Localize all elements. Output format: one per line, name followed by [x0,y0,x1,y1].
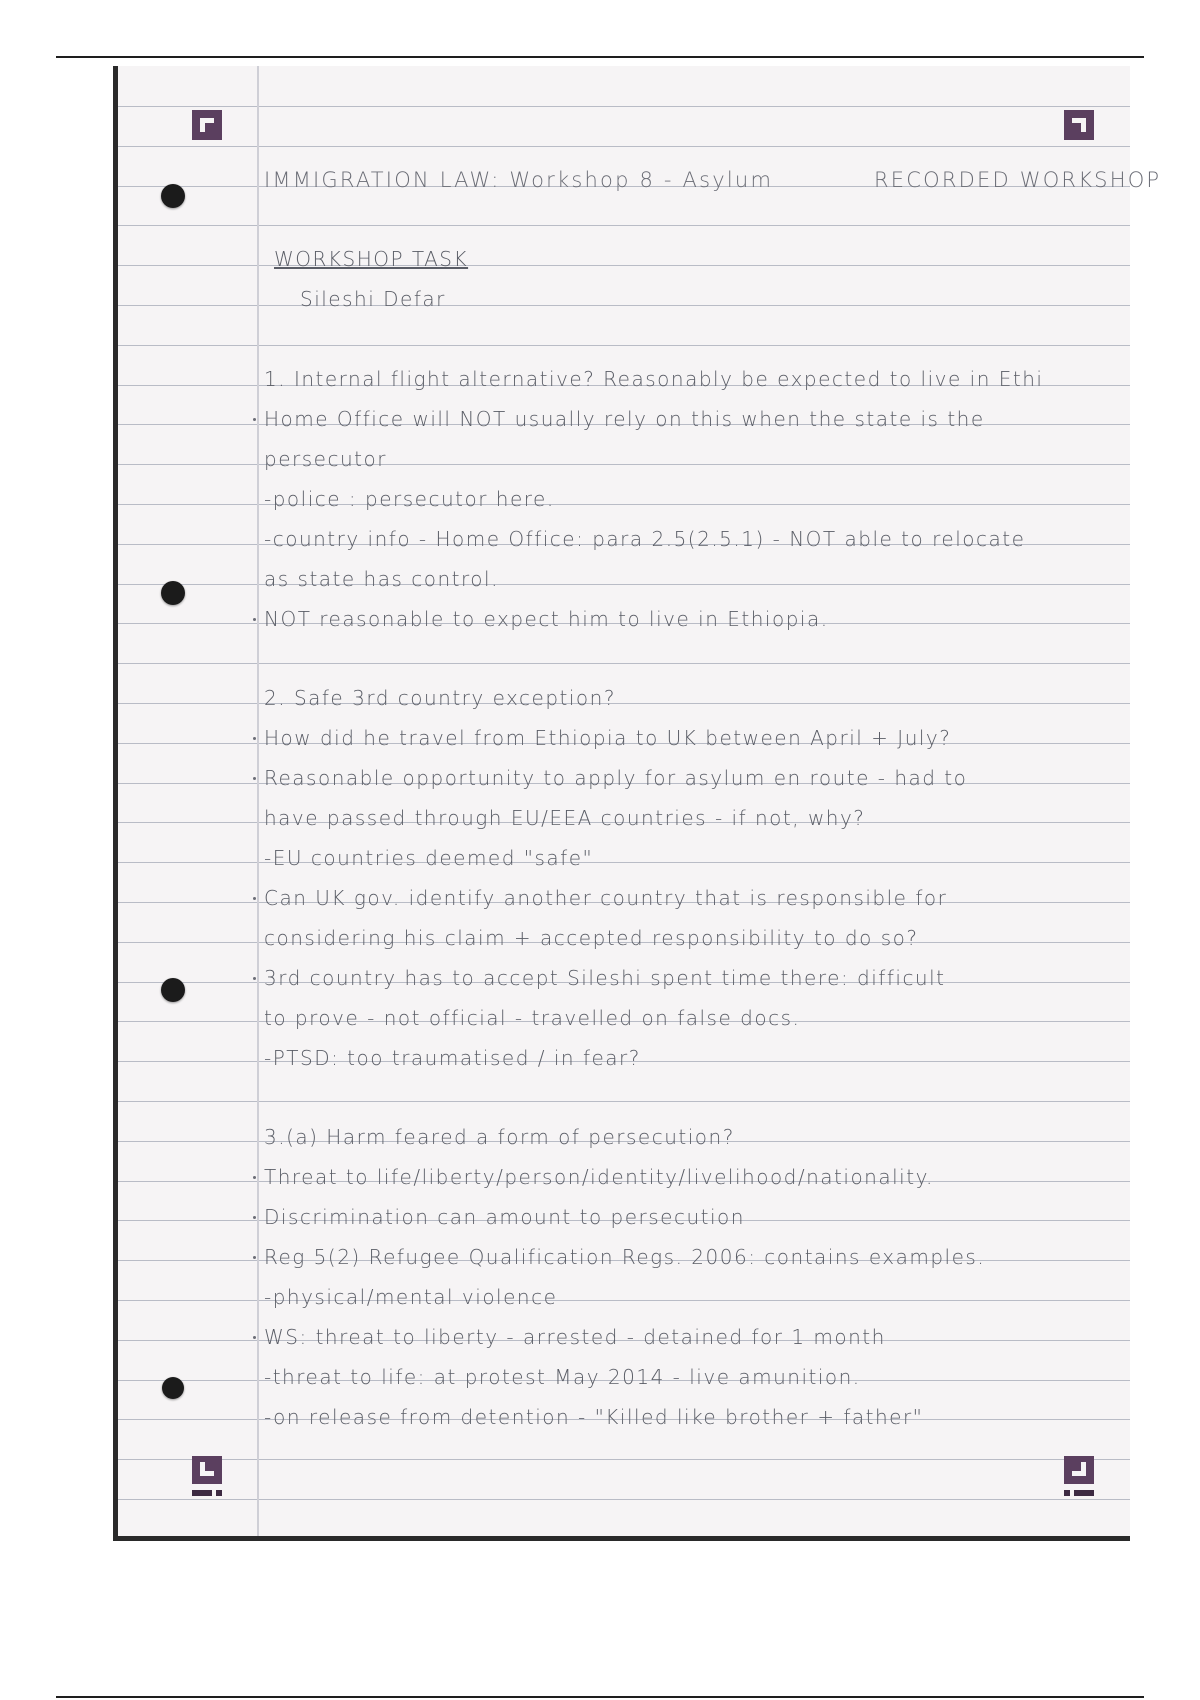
ruled-line [118,663,1130,664]
note-line: Discrimination can amount to persecution [264,1205,745,1229]
ruled-line [118,1101,1130,1102]
ruled-line [118,1459,1130,1460]
note-line: have passed through EU/EEA countries - if not, why? [264,806,866,830]
note-line: Threat to life/liberty/person/identity/livelihood/nationality. [264,1165,934,1189]
note-line: Reg 5(2) Refugee Qualification Regs. 2006: contains examples. [264,1245,986,1269]
page-title: IMMIGRATION LAW: Workshop 8 - Asylum [264,168,774,192]
ruled-line [118,305,1130,306]
note-line: How did he travel from Ethiopia to UK between April + July? [264,726,952,750]
punch-hole [161,978,185,1002]
note-line: Reasonable opportunity to apply for asylum en route - had to [264,766,968,790]
note-line: Home Office will NOT usually rely on this when the state is the [264,407,985,431]
bullet [253,1256,256,1259]
ruled-line [118,1499,1130,1500]
note-line: 2. Safe 3rd country exception? [264,686,616,710]
corner-marker-top-right-icon [1064,110,1094,140]
ruled-line [118,225,1130,226]
ruled-line [118,146,1130,147]
note-line: -on release from detention - "Killed like brother + father" [264,1405,924,1429]
bullet [253,418,256,421]
student-name: Sileshi Defar [300,287,446,311]
note-line: -EU countries deemed "safe" [264,846,594,870]
bullet [253,618,256,621]
punch-hole [161,184,185,208]
corner-marker-top-left-icon [192,110,222,140]
ruled-line [118,106,1130,107]
bullet [253,1176,256,1179]
bottom-divider [56,1696,1144,1698]
margin-line [257,66,259,1536]
note-line: 3rd country has to accept Sileshi spent time there: difficult [264,966,946,990]
bullet [253,1336,256,1339]
note-line: considering his claim + accepted responsibility to do so? [264,926,919,950]
note-line: WS: threat to liberty - arrested - detained for 1 month [264,1325,886,1349]
note-line: as state has control. [264,567,499,591]
punch-hole [161,581,185,605]
recorded-workshop-label: RECORDED WORKSHOP [874,168,1162,192]
note-line: Can UK gov. identify another country that is responsible for [264,886,948,910]
ruled-line [118,345,1130,346]
note-line: -country info - Home Office: para 2.5(2.5.1) - NOT able to relocate [264,527,1026,551]
bullet [253,1216,256,1219]
ruled-line [118,265,1130,266]
ruled-lines [118,66,1130,1536]
note-line: to prove - not official - travelled on false docs. [264,1006,801,1030]
top-divider [56,56,1144,58]
punch-hole [162,1377,184,1399]
note-line: -physical/mental violence [264,1285,558,1309]
note-line: 3.(a) Harm feared a form of persecution? [264,1125,735,1149]
bullet [253,977,256,980]
note-line: -PTSD: too traumatised / in fear? [264,1046,641,1070]
bullet [253,777,256,780]
corner-marker-bottom-left-icon [192,1456,222,1484]
note-line: -threat to life: at protest May 2014 - live amunition. [264,1365,861,1389]
note-line: persecutor [264,447,387,471]
bullet [253,897,256,900]
note-line: -police : persecutor here. [264,487,555,511]
section-heading: WORKSHOP TASK [274,247,469,271]
note-line: NOT reasonable to expect him to live in Ethiopia. [264,607,829,631]
corner-marker-bottom-right-icon [1064,1456,1094,1484]
bullet [253,737,256,740]
note-line: 1. Internal flight alternative? Reasonably be expected to live in Ethi [264,367,1044,391]
scanned-notebook-page [113,66,1162,1541]
